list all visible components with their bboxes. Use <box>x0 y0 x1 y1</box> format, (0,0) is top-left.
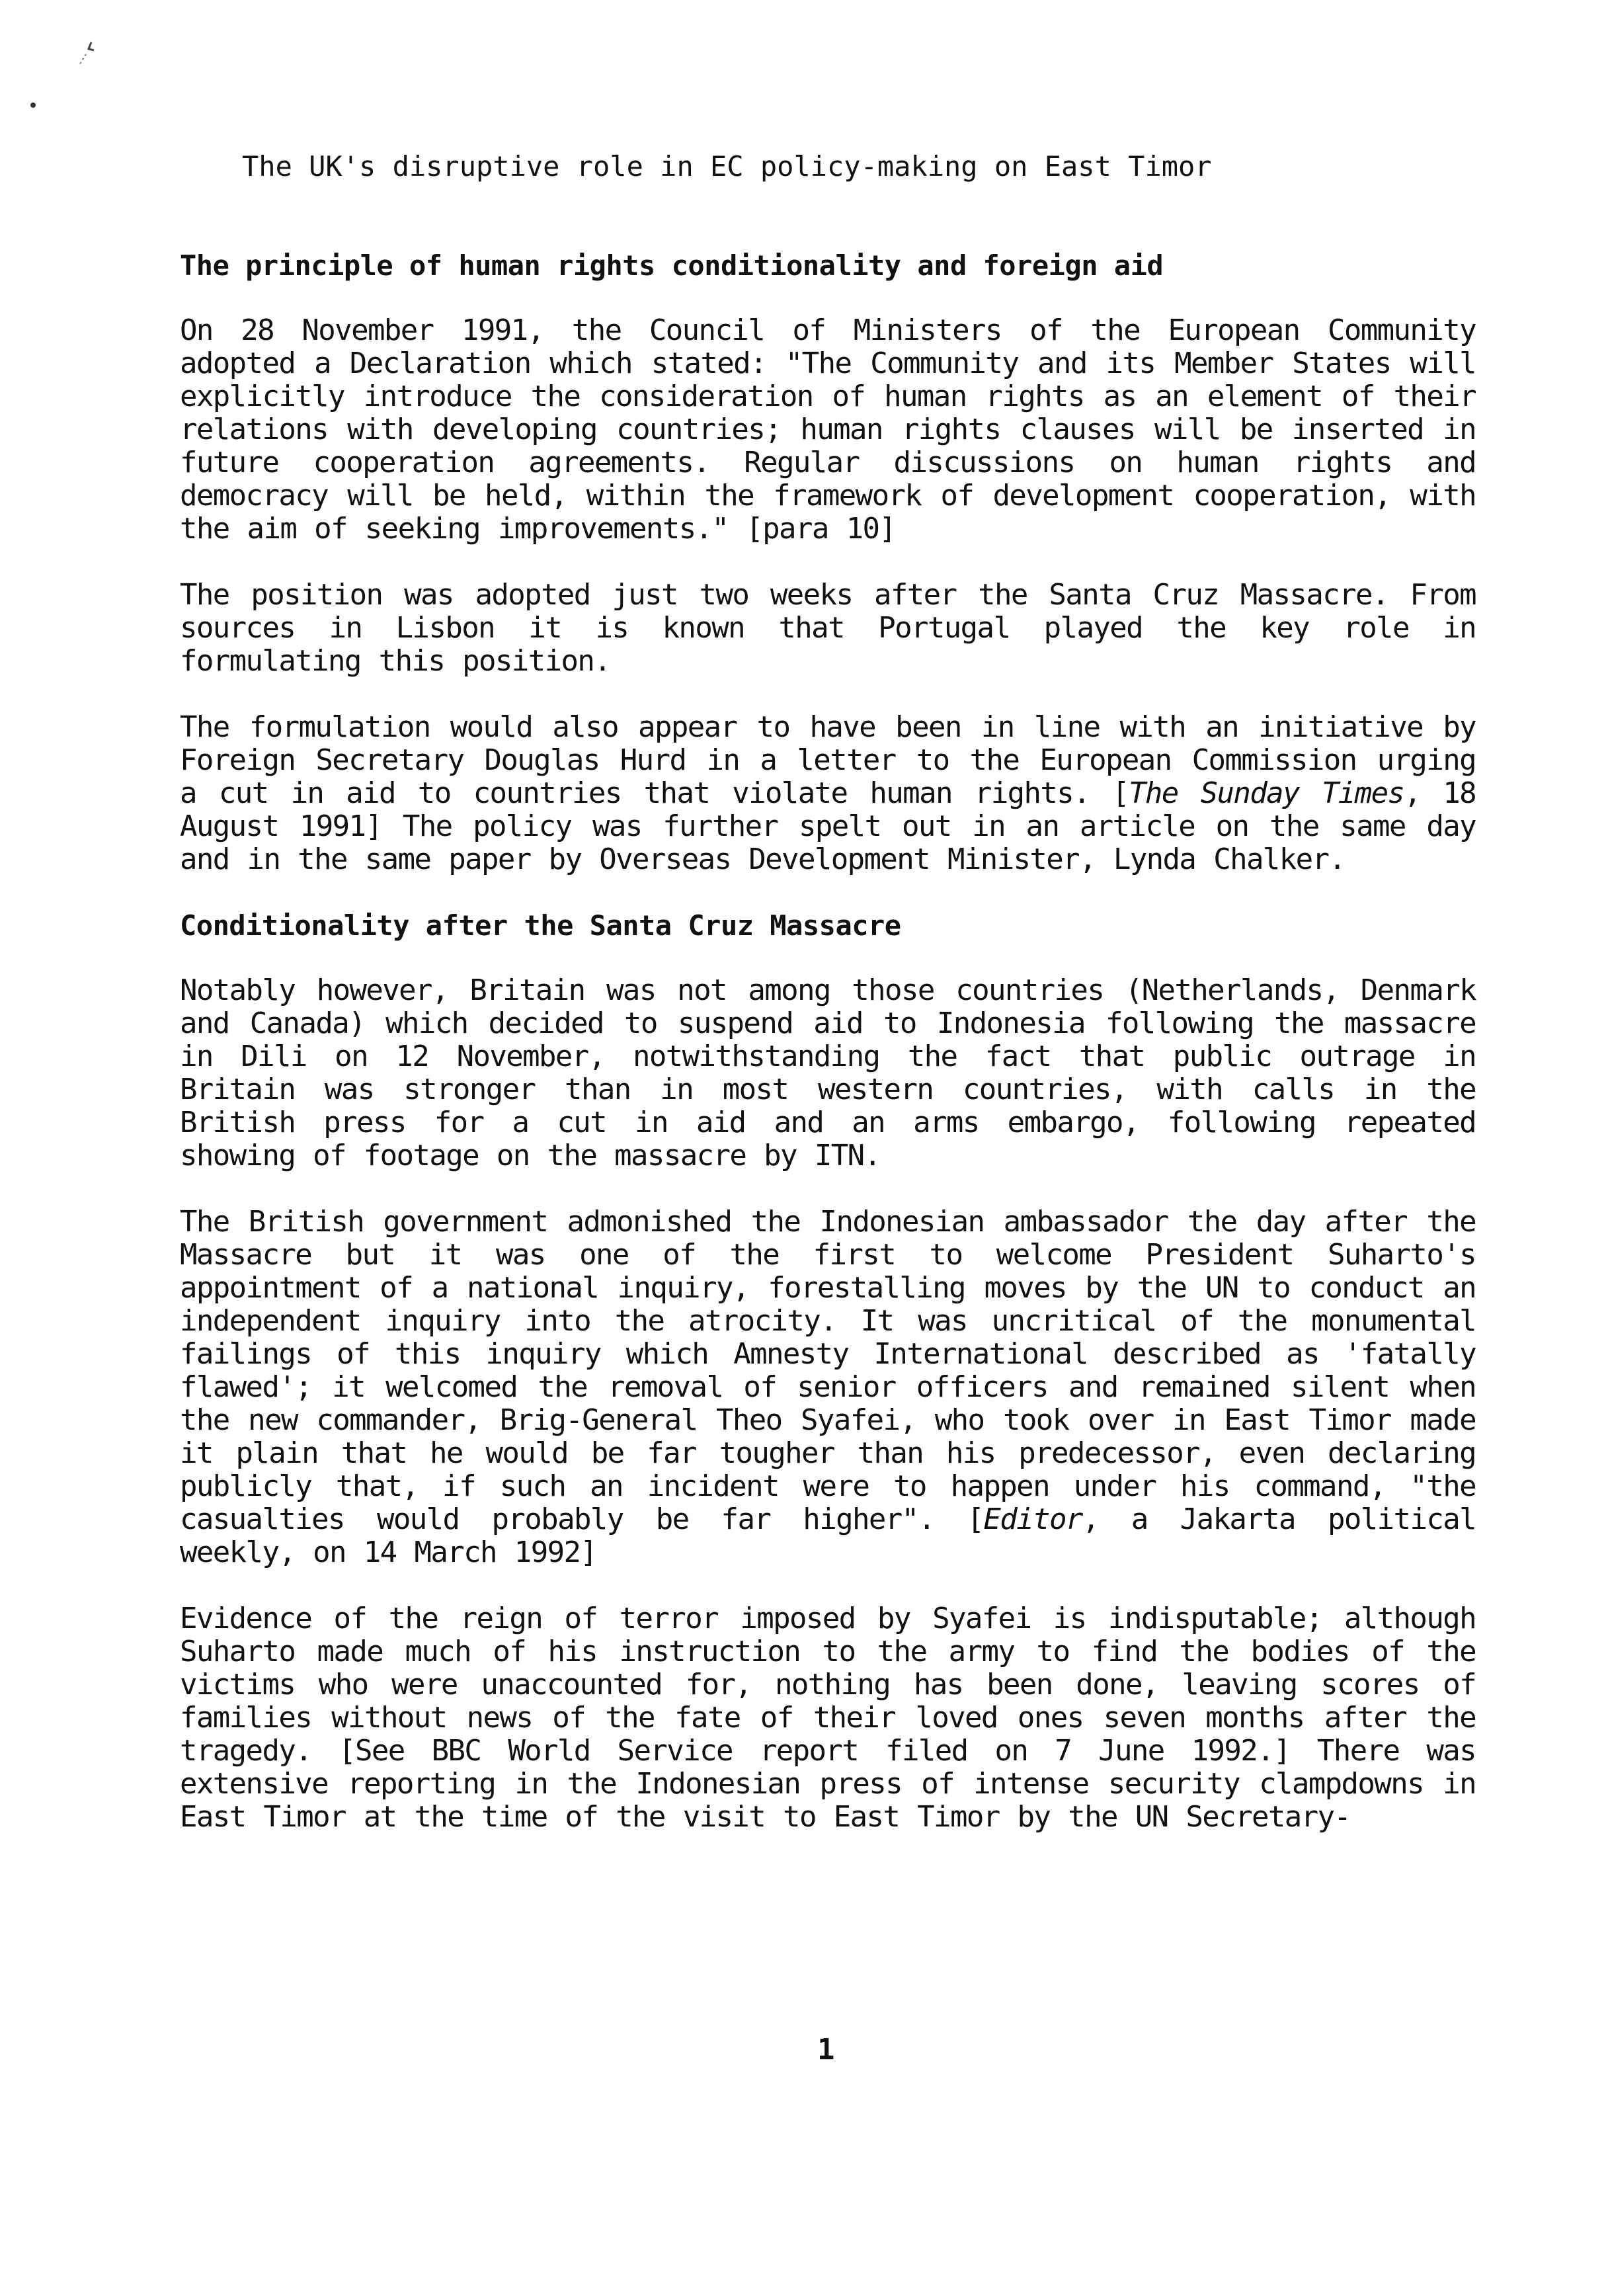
paragraph-text: , 18 August 1991] The policy was further spelt out in an article on the same day and in the same paper by Overseas Development Minister, Lynda Chalker. <box>180 776 1476 876</box>
publication-title: The Sunday Times <box>1128 776 1404 810</box>
paragraph <box>180 711 1476 876</box>
section-heading: The principle of human rights conditionality and foreign aid <box>180 249 1164 282</box>
paragraph: Evidence of the reign of terror imposed by Syafei is indisputable; although Suharto made much of his instruction to the army to find the bodies of the victims who were unaccounted for, nothing has been done, leaving scores of families without news of the fate of their loved ones seven months after the tragedy. [See BBC World Service report filed on 7 June 1992.] There was extensive reporting in the Indonesian press of intense security clampdowns in East Timor at the time of the visit to East Timor by the UN Secretary- <box>180 1602 1476 1834</box>
scan-speck <box>30 102 36 108</box>
page-number: 1 <box>817 2033 835 2067</box>
document-title: The UK's disruptive role in EC policy-making on East Timor <box>242 150 1212 183</box>
paragraph: The position was adopted just two weeks after the Santa Cruz Massacre. From sources in Lisbon it is known that Portugal played the key role in formulating this position. <box>180 578 1476 678</box>
paragraph-text: , a Jakarta political weekly, on 14 March 1992] <box>180 1502 1476 1569</box>
paragraph: Notably however, Britain was not among those countries (Netherlands, Denmark and Canada) which decided to suspend aid to Indonesia following the massacre in Dili on 12 November, notwithstanding the fact that public outrage in Britain was stronger than in most western countries, with calls in the British press for a cut in aid and an arms embargo, following repeated showing of footage on the massacre by ITN. <box>180 973 1476 1172</box>
paragraph-text: The formulation would also appear to have been in line with an initiative by Foreign Secretary Douglas Hurd in a letter to the European Commission urging a cut in aid to countries that violate human rights. [ <box>180 710 1476 810</box>
paragraph: On 28 November 1991, the Council of Ministers of the European Community adopted a Declaration which stated: "The Community and its Member States will explicitly introduce the consideration of human rights as an element of their relations with developing countries; human rights clauses will be inserted in future cooperation agreements. Regular discussions on human rights and democracy will be held, within the framework of development cooperation, with the aim of seeking improvements." [para 10] <box>180 313 1476 546</box>
scan-mark-icon <box>71 38 98 73</box>
publication-title: Editor <box>983 1502 1082 1536</box>
document-body <box>180 249 1476 1867</box>
section-heading: Conditionality after the Santa Cruz Massacre <box>180 909 901 942</box>
paragraph-text: The British government admonished the Indonesian ambassador the day after the Massacre but it was one of the first to welcome President Suharto's appointment of a national inquiry, forestalling moves by the UN to conduct an independent inquiry into the atrocity. It was uncritical of the monumental failings of this inquiry which Amnesty International described as 'fatally flawed'; it welcomed the removal of senior officers and remained silent when the new commander, Brig-General Theo Syafei, who took over in East Timor made it plain that he would be far tougher than his predecessor, even declaring publicly that, if such an incident were to happen under his command, "the casualties would probably be far higher". [ <box>180 1205 1476 1536</box>
paragraph <box>180 1206 1476 1569</box>
